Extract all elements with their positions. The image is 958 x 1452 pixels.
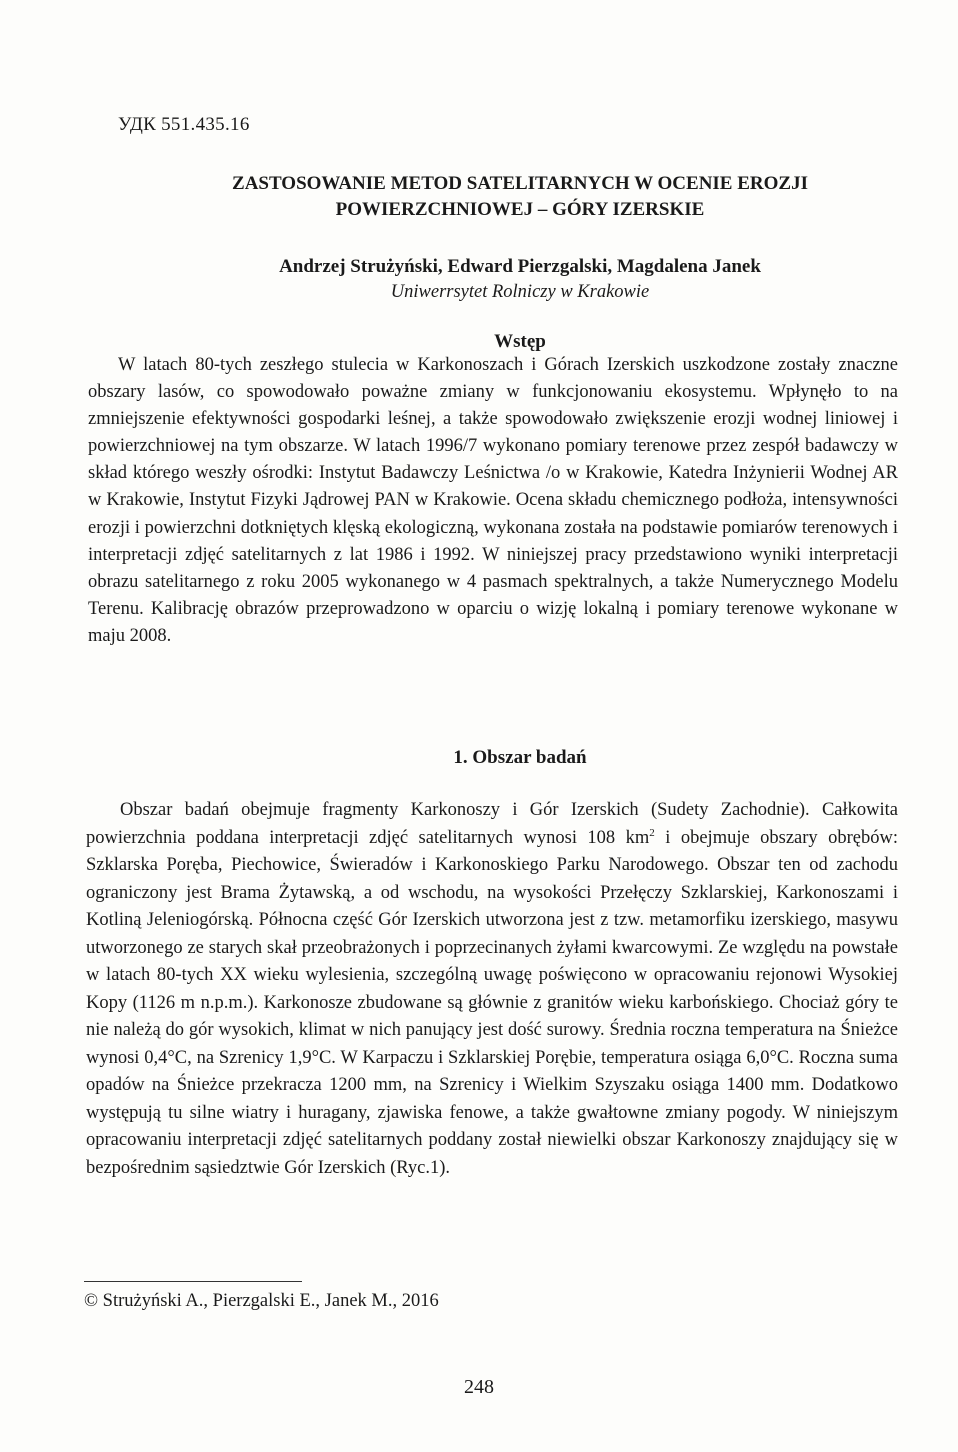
paper-title	[130, 171, 910, 223]
authors: Andrzej Strużyński, Edward Pierzgalski, Magdalena Janek	[279, 256, 761, 277]
page-number: 248	[464, 1376, 494, 1398]
udk-code: УДК 551.435.16	[118, 114, 250, 135]
intro-heading: Wstęp	[494, 331, 546, 352]
copyright-footnote: © Strużyński A., Pierzgalski E., Janek M., 2016	[84, 1291, 439, 1311]
affiliation: Uniwerrsytet Rolniczy w Krakowie	[390, 282, 650, 302]
superscript: 2	[649, 826, 655, 839]
section-1-paragraph	[86, 797, 898, 1182]
section-1-text-part-1: Obszar badań obejmuje fragmenty Karkonoszy i Gór Izerskich (Sudety Zachodnie). Całkowita powierzchnia poddana interpretacji zdjęć satelitarnych wynosi 108 km	[86, 800, 898, 848]
section-1-text-part-2: i obejmuje obszary obrębów: Szklarska Poręba, Piechowice, Świeradów i Karkonoskiego Parku Narodowego. Obszar ten od zachodu ograniczony jest Brama Żytawską, a od wschodu, na wysokości Przełęczy Szklarskiej, Karkonoszami i Kotliną Jeleniogórską. Północna część Gór Izerskich utworzona jest z tzw. metamorfiku izerskiego, masywu utworzonego ze starych skał przeobrażonych i poprzecinanych żyłami kwarcowymi. Ze względu na powstałe w latach 80-tych XX wieku wylesienia, szczególną uwagę poświęcono w opracowaniu rejonowi Wysokiej Kopy (1126 m n.p.m.). Karkonosze zbudowane są głównie z granitów wieku karbońskiego. Chociaż góry te nie należą do gór wysokich, klimat w nich panujący jest dość surowy. Średnia roczna temperatura na Śnieżce wynosi 0,4°C, na Szrenicy 1,9°C. W Karpaczu i Szklarskiej Porębie, temperatura osiąga 6,0°C. Roczna suma opadów na Śnieżce przekracza 1200 mm, na Szrenicy i Wielkim Szyszaku osiąga 1400 mm. Dodatkowo występują tu silne wiatry i huragany, zjawiska fenowe, a także gwałtowne zmiany pogody. W niniejszym opracowaniu interpretacji zdjęć satelitarnych poddany został niewielki obszar Karkonoszy znajdujący się w bezpośrednim sąsiedztwie Gór Izerskich (Ryc.1).	[86, 827, 899, 1178]
footnote-divider	[84, 1281, 302, 1282]
intro-paragraph: W latach 80-tych zeszłego stulecia w Karkonoszach i Górach Izerskich uszkodzone zostały znaczne obszary lasów, co spowodowało poważne zmiany w funkcjonowaniu ekosystemu. Wpłynęło to na zmniejszenie efektywności gospodarki leśnej, a także spowodowało zwiększenie erozji wodnej liniowej i powierzchniowej na tym obszarze. W latach 1996/7 wykonano pomiary terenowe przez zespół badawczy w skład którego weszły ośrodki: Instytut Badawczy Leśnictwa /o w Krakowie, Katedra Inżynierii Wodnej AR w Krakowie, Instytut Fizyki Jądrowej PAN w Krakowie. Ocena składu chemicznego podłoża, intensywności erozji i powierzchni dotkniętych klęską ekologiczną, wykonana została na podstawie pomiarów terenowych i interpretacji zdjęć satelitarnych z lat 1986 i 1992. W niniejszej pracy przedstawiono wyniki interpretacji obrazu satelitarnego z roku 2005 wykonanego w 4 pasmach spektralnych, a także Numerycznego Modelu Terenu. Kalibrację obrazów przeprowadzono w oparciu o wizję lokalną i pomiary terenowe wykonane w maju 2008.	[88, 355, 898, 646]
section-1-heading: 1. Obszar badań	[453, 747, 587, 768]
title-line-1: ZASTOSOWANIE METOD SATELITARNYCH W OCENIE EROZJI	[232, 173, 808, 194]
title-line-2: POWIERZCHNIOWEJ – GÓRY IZERSKIE	[335, 199, 705, 220]
